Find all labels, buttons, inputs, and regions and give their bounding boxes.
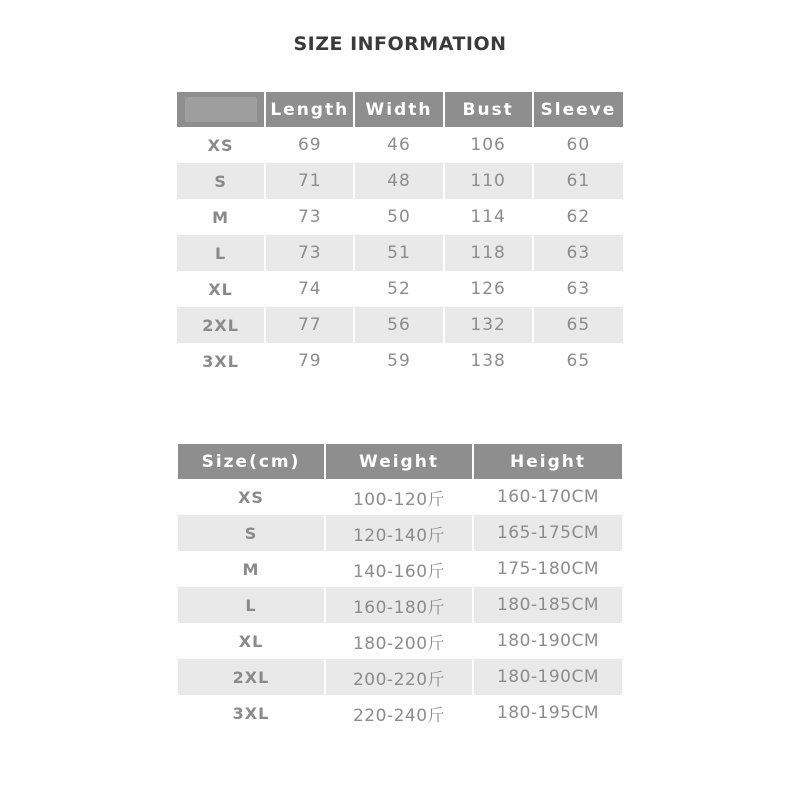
width-value: 48 <box>355 163 444 199</box>
sleeve-value: 65 <box>534 307 623 343</box>
height-value: 180-190CM <box>474 623 622 659</box>
height-value: 180-195CM <box>474 695 622 731</box>
length-value: 73 <box>266 235 355 271</box>
sleeve-value: 63 <box>534 235 623 271</box>
size-label: XS <box>178 479 326 515</box>
header-length: Length <box>266 92 355 127</box>
table-row <box>178 695 622 731</box>
weight-value: 200-220斤 <box>326 659 474 695</box>
bust-value: 138 <box>445 343 534 379</box>
table-row <box>177 199 623 235</box>
header-size-cm: Size(cm) <box>178 444 326 479</box>
size-label: 3XL <box>177 343 266 379</box>
table-row <box>177 235 623 271</box>
width-value: 50 <box>355 199 444 235</box>
size-label: M <box>178 551 326 587</box>
size-label: 2XL <box>178 659 326 695</box>
header-width: Width <box>355 92 444 127</box>
fit-header-row <box>178 444 622 479</box>
redacted-watermark <box>185 97 257 122</box>
header-bust: Bust <box>445 92 534 127</box>
width-value: 59 <box>355 343 444 379</box>
length-value: 77 <box>266 307 355 343</box>
bust-value: 118 <box>445 235 534 271</box>
header-sleeve: Sleeve <box>534 92 623 127</box>
table-row <box>177 271 623 307</box>
width-value: 51 <box>355 235 444 271</box>
height-value: 165-175CM <box>474 515 622 551</box>
size-label: M <box>177 199 266 235</box>
height-value: 160-170CM <box>474 479 622 515</box>
sleeve-value: 60 <box>534 127 623 163</box>
weight-height-table <box>178 444 622 731</box>
sleeve-value: 61 <box>534 163 623 199</box>
bust-value: 114 <box>445 199 534 235</box>
weight-value: 100-120斤 <box>326 479 474 515</box>
table-row <box>178 479 622 515</box>
sleeve-value: 62 <box>534 199 623 235</box>
sleeve-value: 65 <box>534 343 623 379</box>
redacted-header-cell <box>177 92 266 127</box>
weight-value: 140-160斤 <box>326 551 474 587</box>
size-label: L <box>178 587 326 623</box>
table-row <box>178 659 622 695</box>
table-row <box>177 343 623 379</box>
bust-value: 106 <box>445 127 534 163</box>
table-row <box>177 307 623 343</box>
bust-value: 132 <box>445 307 534 343</box>
page-title: SIZE INFORMATION <box>293 33 507 55</box>
length-value: 74 <box>266 271 355 307</box>
table-row <box>178 623 622 659</box>
size-label: S <box>178 515 326 551</box>
table-row <box>178 515 622 551</box>
bust-value: 110 <box>445 163 534 199</box>
height-value: 180-185CM <box>474 587 622 623</box>
length-value: 69 <box>266 127 355 163</box>
width-value: 52 <box>355 271 444 307</box>
bust-value: 126 <box>445 271 534 307</box>
measure-header-row <box>177 92 623 127</box>
size-label: L <box>177 235 266 271</box>
table-row <box>178 551 622 587</box>
weight-value: 220-240斤 <box>326 695 474 731</box>
height-value: 180-190CM <box>474 659 622 695</box>
height-value: 175-180CM <box>474 551 622 587</box>
weight-value: 120-140斤 <box>326 515 474 551</box>
size-label: 2XL <box>177 307 266 343</box>
table-row <box>178 587 622 623</box>
width-value: 46 <box>355 127 444 163</box>
size-label: XS <box>177 127 266 163</box>
sleeve-value: 63 <box>534 271 623 307</box>
size-label: 3XL <box>178 695 326 731</box>
weight-value: 180-200斤 <box>326 623 474 659</box>
table-row <box>177 127 623 163</box>
width-value: 56 <box>355 307 444 343</box>
length-value: 79 <box>266 343 355 379</box>
header-weight: Weight <box>326 444 474 479</box>
table-row <box>177 163 623 199</box>
header-height: Height <box>474 444 622 479</box>
garment-measurements-table <box>177 92 623 379</box>
size-label: XL <box>177 271 266 307</box>
weight-value: 160-180斤 <box>326 587 474 623</box>
size-label: S <box>177 163 266 199</box>
length-value: 73 <box>266 199 355 235</box>
size-label: XL <box>178 623 326 659</box>
length-value: 71 <box>266 163 355 199</box>
